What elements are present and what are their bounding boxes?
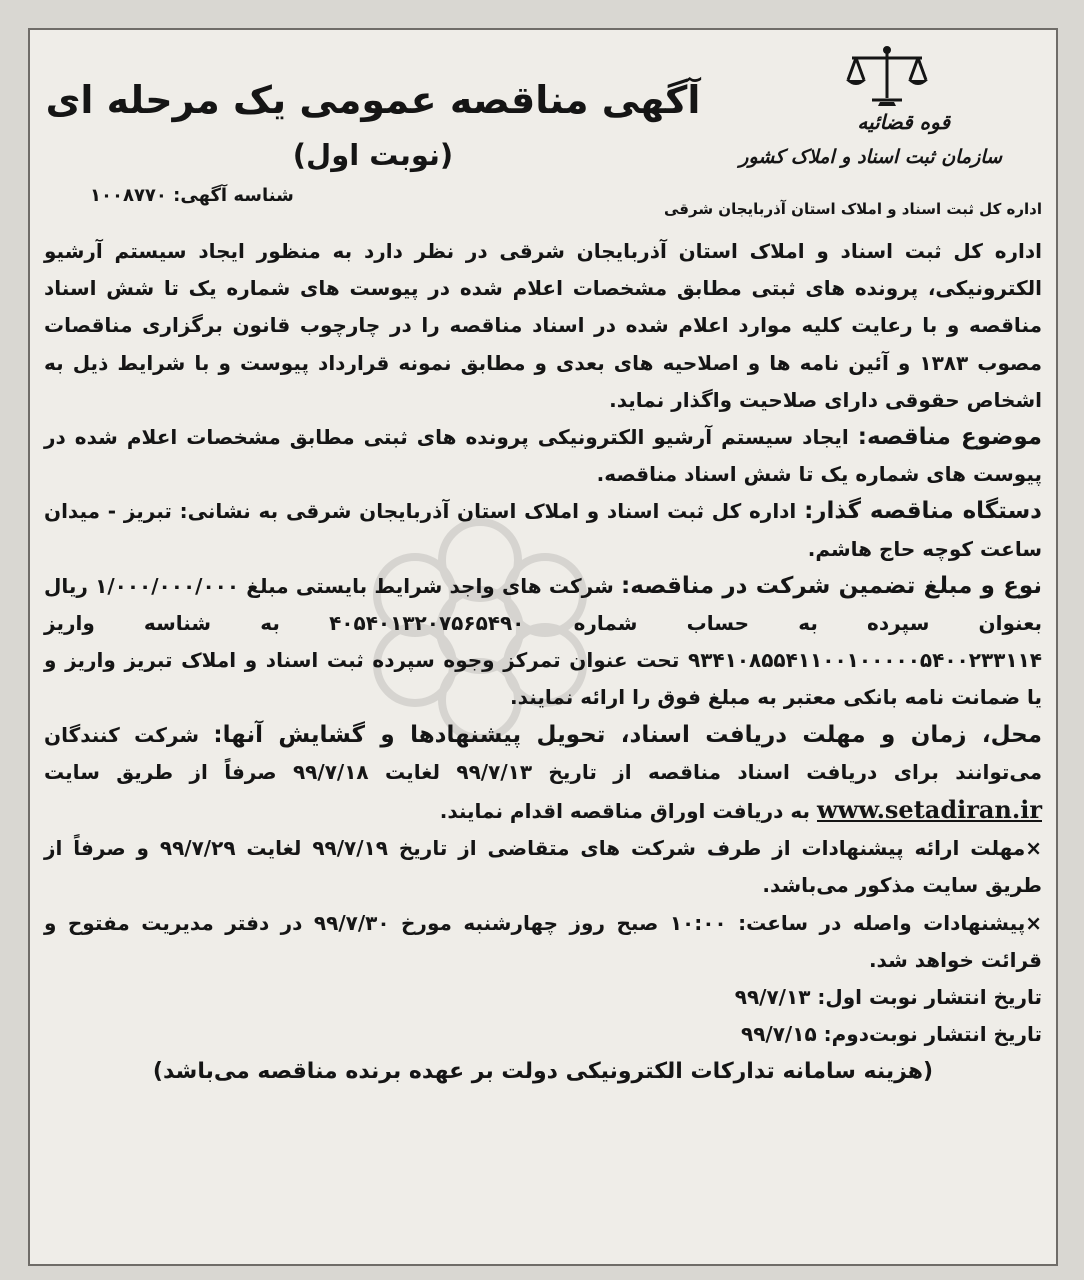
tenderer-section xyxy=(44,493,1042,567)
guarantee-text: شرکت های واجد شرایط بایستی مبلغ ۱/۰۰۰/۰۰۰/۰۰۰ ریال بعنوان سپرده به حساب شماره ۴۰۵۴۰۱۳۲۰۷۵۶۵۴۹۰ به شناسه واریز ۹۳۴۱۰۸۵۵۴۱۱۰۰۱۰۰۰۰۰۵۴۰۰۲۳۳۱۱۴ تحت عنوان تمرکز وجوه سپرده ثبت اسناد و املاک تبریز واریز و یا ضمانت نامه بانکی معتبر به مبلغ فوق را ارائه نمایند. xyxy=(44,573,1042,710)
notice-subtitle: (نوبت اول) xyxy=(292,138,454,172)
schedule-text: شرکت کنندگان می‌توانند برای دریافت اسناد مناقصه از تاریخ ۹۹/۷/۱۳ لغایت ۹۹/۷/۱۸ صرفاً از طریق سایت xyxy=(44,722,1042,784)
scales-of-justice-icon xyxy=(842,44,932,108)
footer-note: (هزینه سامانه تدارکات الکترونیکی دولت بر عهده برنده مناقصه می‌باشد) xyxy=(152,1059,934,1085)
tenderer-text: اداره کل ثبت اسناد و املاک استان آذربایجان شرقی به نشانی: تبریز - میدان ساعت کوچه حاج هاشم. xyxy=(44,499,1042,561)
subject-section xyxy=(44,419,1042,493)
tender-notice xyxy=(28,28,1058,1266)
schedule-section xyxy=(44,717,1042,831)
intro-paragraph: اداره کل ثبت اسناد و املاک استان آذربایجان شرقی در نظر دارد به منظور ایجاد سیستم آرشیو الکترونیکی، پرونده های ثبتی مطابق مشخصات اعلام شده در پیوست های شماره یک تا شش اسناد مناقصه و با رعایت کلیه موارد اعلام شده در اسناد مناقصه را در چارچوب قانون برگزاری مناقصات مصوب ۱۳۸۳ و آئین نامه ها و اصلاحیه های بعدی و مطابق نمونه قرارداد پیوست و با شرایط ذیل به اشخاص حقوقی دارای صلاحیت واگذار نماید. xyxy=(44,239,1042,412)
subject-heading: موضوع مناقصه: xyxy=(857,424,1043,451)
subject-text: ایجاد سیستم آرشیو الکترونیکی پرونده های ثبتی مطابق مشخصات اعلام شده در پیوست های شماره یک تا شش اسناد مناقصه. xyxy=(44,425,1042,487)
organization-name: سازمان ثبت اسناد و املاک کشور xyxy=(739,146,1002,168)
publication-second-date: تاریخ انتشار نوبت‌دوم: ۹۹/۷/۱۵ xyxy=(741,1022,1042,1047)
note-opening: ×پیشنهادات واصله در ساعت: ۱۰:۰۰ صبح روز چهارشنبه مورخ ۹۹/۷/۳۰ در دفتر مدیریت مفتوح و قرائت خواهد شد. xyxy=(44,910,1043,972)
guarantee-heading: نوع و مبلغ تضمین شرکت در مناقصه: xyxy=(621,572,1042,599)
setadiran-link[interactable]: www.setadiran.ir xyxy=(817,795,1042,825)
judiciary-label: قوه قضائیه xyxy=(857,110,950,134)
organization-logo-block xyxy=(664,44,1042,234)
tenderer-heading: دستگاه مناقصه گذار: xyxy=(804,498,1042,525)
notice-title: آگهی مناقصه عمومی یک مرحله ای xyxy=(45,78,701,122)
schedule-text-after: به دریافت اوراق مناقصه اقدام نمایند. xyxy=(439,799,811,824)
publication-first-date: تاریخ انتشار نوبت اول: ۹۹/۷/۱۳ xyxy=(734,985,1042,1010)
ad-id: شناسه آگهی: ۱۰۰۸۷۷۰ xyxy=(90,185,294,206)
guarantee-section xyxy=(44,568,1042,717)
schedule-heading: محل، زمان و مهلت دریافت اسناد، تحویل پیشنهادها و گشایش آنها: xyxy=(213,721,1043,748)
note-deadline: ×مهلت ارائه پیشنهادات از طرف شرکت های متقاضی از تاریخ ۹۹/۷/۱۹ لغایت ۹۹/۷/۲۹ و صرفاً از طریق سایت مذکور می‌باشد. xyxy=(44,836,1042,898)
notice-body xyxy=(44,233,1042,1091)
department-name: اداره کل ثبت اسناد و املاک استان آذربایجان شرقی xyxy=(664,200,1042,218)
